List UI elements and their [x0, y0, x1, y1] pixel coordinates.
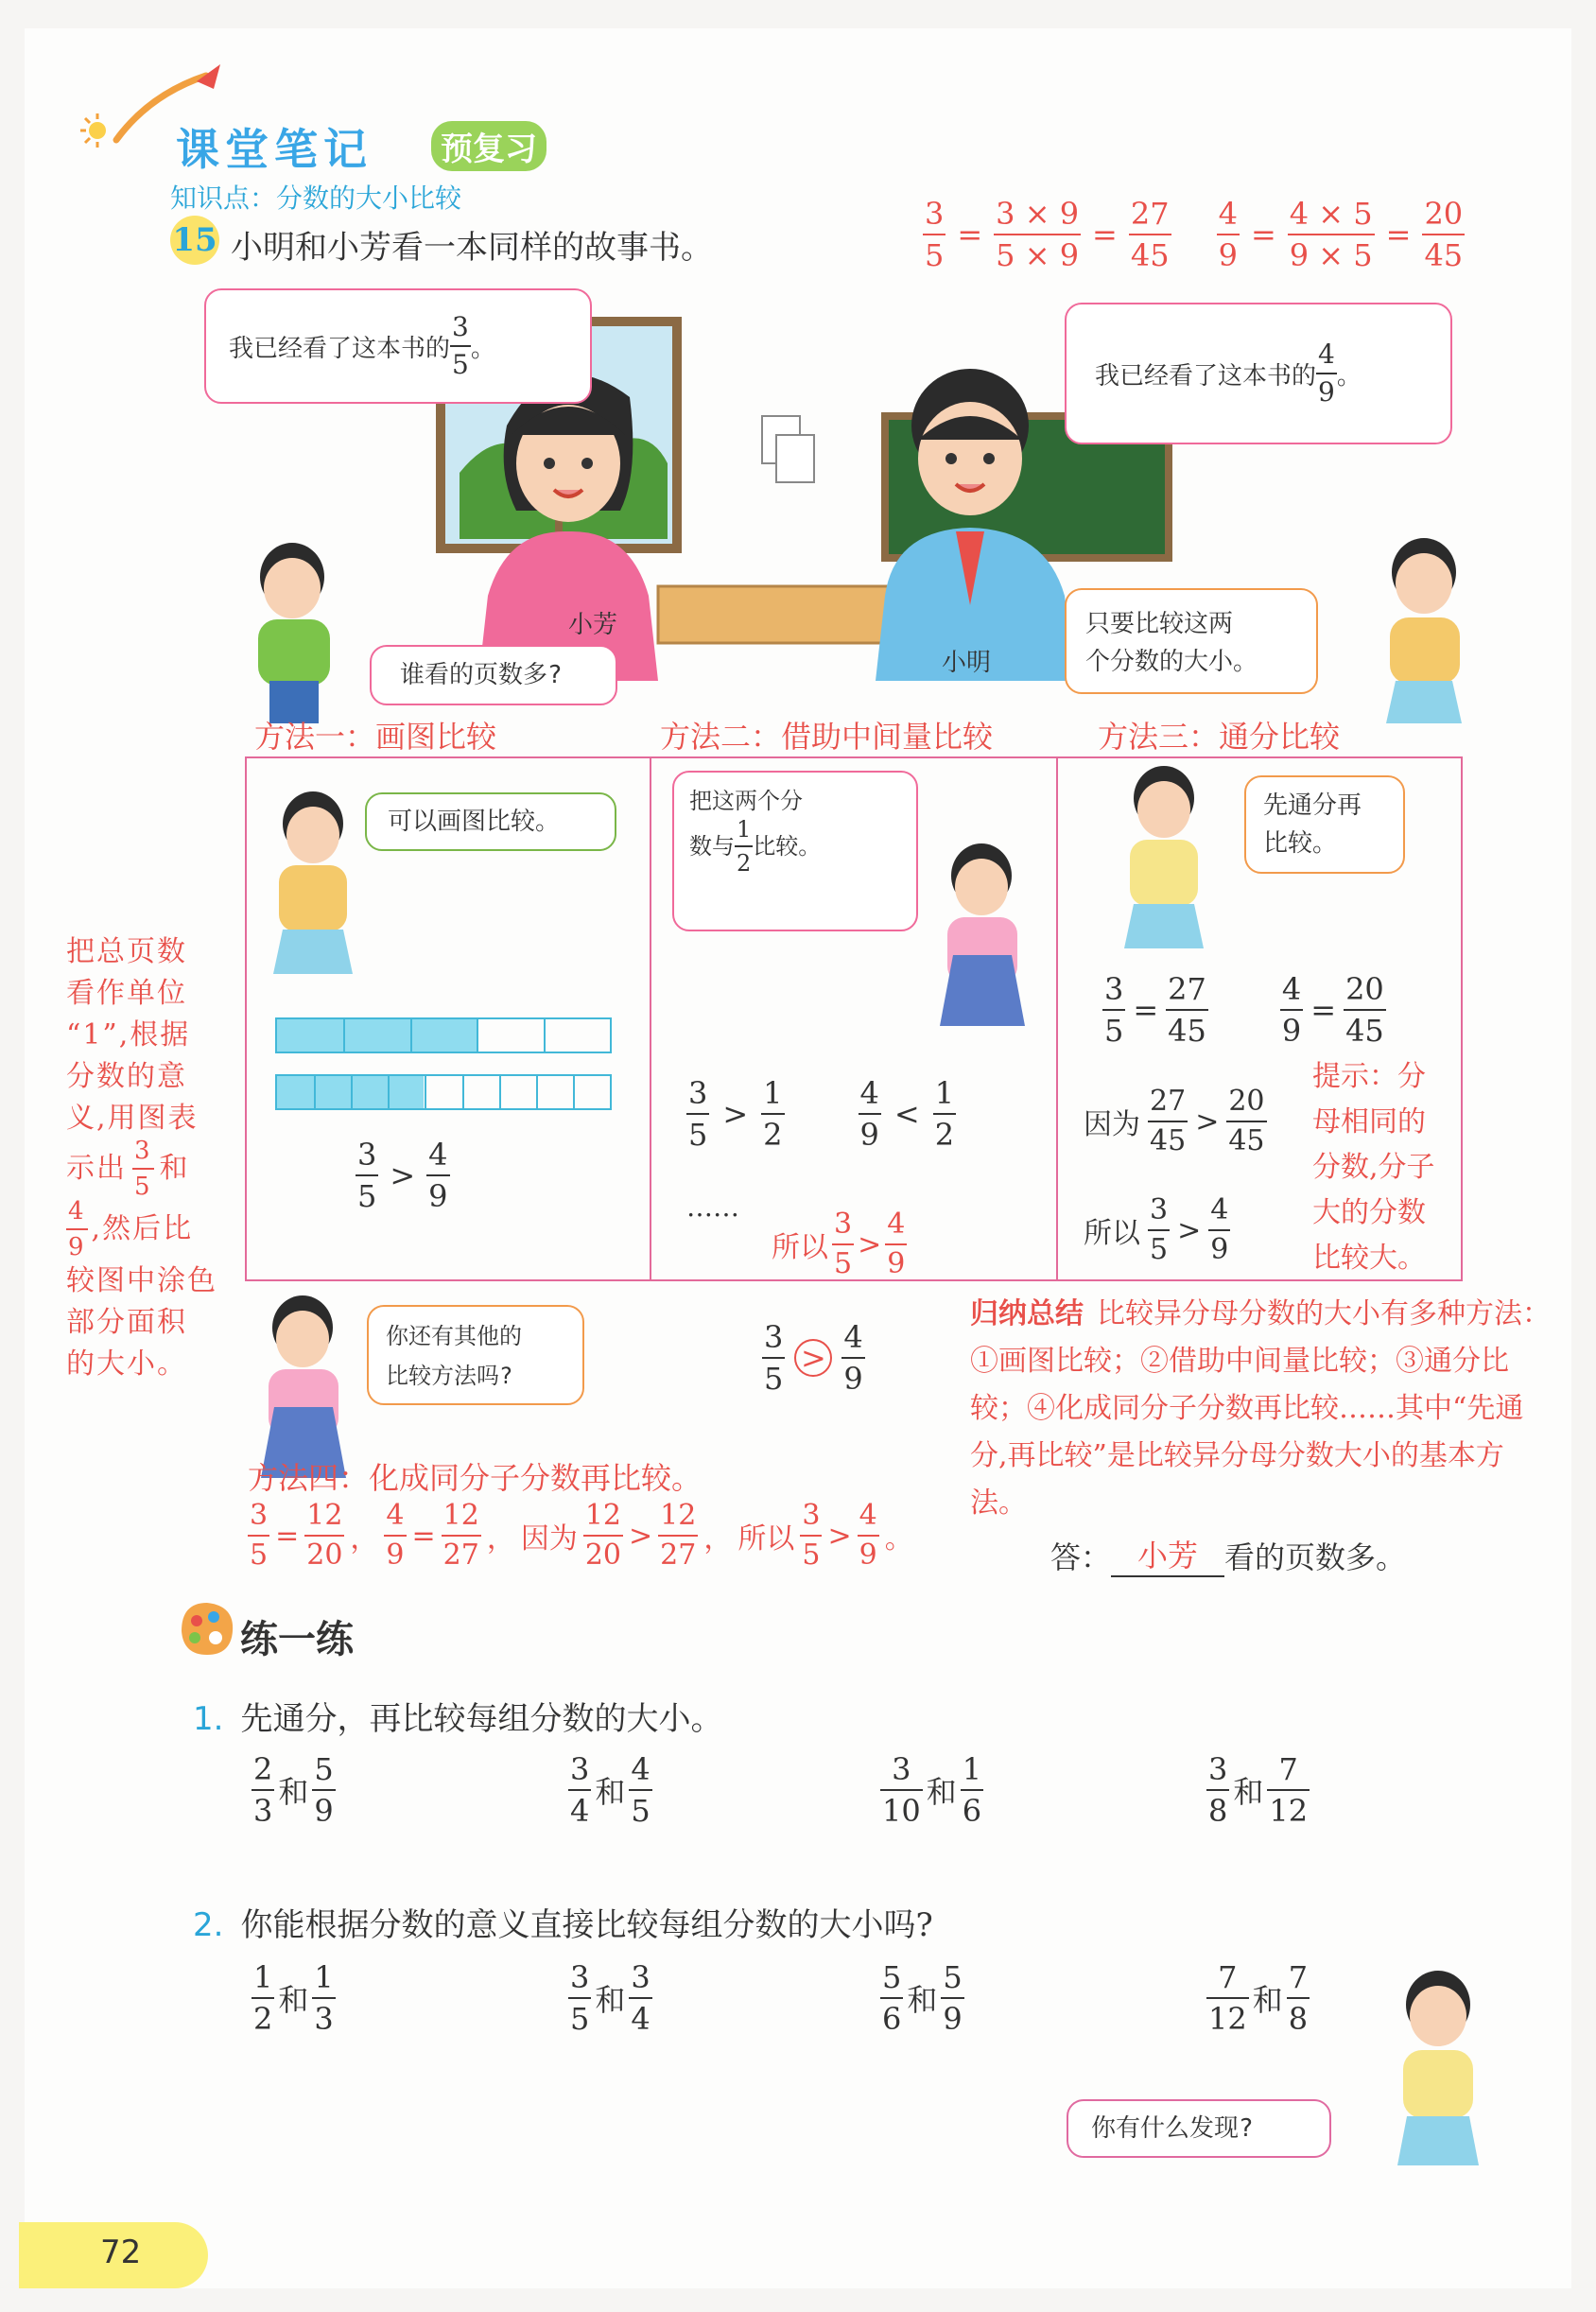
answer-blank[interactable]: 小芳	[1111, 1532, 1224, 1577]
label-xiaoming: 小明	[942, 649, 992, 677]
q2	[193, 1899, 933, 1945]
label-xiaofang: 小芳	[568, 611, 618, 639]
bubble-hint: 只要比较这两 个分数的大小。	[1065, 588, 1318, 694]
method3-tip: 提示：分 母相同的 分数,分子 大的分数 比较大。	[1312, 1060, 1435, 1275]
q1-pair-4: $\frac{3}{8}$ 和 $\frac{7}{12}$	[1208, 1751, 1309, 1829]
method2-compare: $\frac{3}{5}$ > $\frac{1}{2}$ $\frac{4}{9}$ < $\frac{1}{2}$	[688, 1075, 955, 1153]
q2-pair-3: $\frac{5}{6}$ 和 $\frac{5}{9}$	[882, 1959, 963, 2037]
bar-division-line	[343, 1019, 345, 1052]
q1-pair-3: $\frac{3}{10}$ 和 $\frac{1}{6}$	[882, 1751, 982, 1829]
method4-equations: $\frac{3}{5}$ = $\frac{12}{20}$ ， $\frac{4}{9}$ = $\frac{12}{27}$ ， 因为 $\frac{12}{20}$ > $\frac{12}{27}$ ， 所以 $\frac{3}{5}$ > $\frac{4}{9}$ 。	[250, 1499, 913, 1572]
method2-dots: ……	[686, 1191, 739, 1223]
q1	[193, 1693, 722, 1739]
bubble-other: 你还有其他的 比较方法吗?	[367, 1305, 584, 1405]
bubble-method1: 可以画图比较。	[365, 792, 616, 851]
section-title: 课堂笔记	[176, 124, 373, 175]
bar-division-line	[544, 1019, 546, 1052]
bubble-question: 谁看的页数多?	[370, 645, 617, 705]
q1-number: 1.	[193, 1700, 224, 1738]
bar-division-line	[536, 1076, 538, 1108]
q2-pair-4: $\frac{7}{12}$ 和 $\frac{7}{8}$	[1208, 1959, 1309, 2037]
practice-title: 练一练	[240, 1618, 354, 1661]
bubble-xiaofang: 我已经看了这本书的 $\frac{3}{5}$ 。	[204, 288, 592, 404]
answer-line: 答： 小芳 看的页数多。	[1050, 1532, 1406, 1577]
q2-pair-1: $\frac{1}{2}$ 和 $\frac{1}{3}$	[253, 1959, 334, 2037]
q2-pairs	[252, 1959, 1386, 2066]
bubble-xiaoming: 我已经看了这本书的 $\frac{4}{9}$ 。	[1065, 303, 1452, 444]
girl-hint-figure	[1367, 534, 1481, 733]
palette-icon	[176, 1598, 238, 1660]
knowledge-point	[170, 178, 461, 216]
boy-thinking-figure	[237, 539, 351, 728]
q2-text: 你能根据分数的意义直接比较每组分数的大小吗?	[240, 1906, 933, 1944]
bubble-method3: 先通分再 比较。	[1244, 775, 1405, 874]
page-number: 72	[100, 2234, 142, 2271]
summary	[970, 1291, 1556, 1527]
method3-title: 方法三：通分比较	[1098, 719, 1341, 755]
textbook-page	[25, 28, 1571, 2288]
review-badge: 预复习	[431, 121, 546, 171]
bar-division-line	[314, 1076, 316, 1108]
girl-method2-figure	[923, 842, 1041, 1031]
bar-model-top	[275, 1017, 612, 1053]
girl-method1-figure	[256, 790, 370, 979]
method3-because: 因为 $\frac{27}{45}$ > $\frac{20}{45}$	[1084, 1085, 1265, 1157]
method3-so: 所以 $\frac{3}{5}$ > $\frac{4}{9}$	[1084, 1193, 1229, 1266]
q1-text: 先通分，再比较每组分数的大小。	[240, 1700, 723, 1738]
method2-result: 所以 $\frac{3}{5}$ > $\frac{4}{9}$	[772, 1208, 906, 1280]
q1-pair-2: $\frac{3}{4}$ 和 $\frac{4}{5}$	[570, 1751, 651, 1829]
q1-pairs	[252, 1751, 1386, 1858]
q2-pair-2: $\frac{3}{5}$ 和 $\frac{3}{4}$	[570, 1959, 651, 2037]
bubble-method2: 把这两个分 数与 $\frac{1}{2}$ 比较。	[672, 771, 918, 931]
method3-equations: $\frac{3}{5}$ = $\frac{27}{45}$ $\frac{4}{9}$ = $\frac{20}{45}$	[1104, 971, 1384, 1049]
tongfen-note: $\frac{3}{5}$ = $\frac{3 \times 9}{5 \times 9}$ = $\frac{27}{45}$ $\frac{4}{9}$ = $\frac{4 \times 5}{9 \times 5}$ = $\frac{20}{45}$	[925, 196, 1464, 273]
method4-title: 方法四：化成同分子分数再比较。	[248, 1460, 703, 1496]
girl-practice-figure	[1377, 1967, 1500, 2170]
problem-statement: 小明和小芳看一本同样的故事书。	[231, 229, 713, 267]
q2-number: 2.	[193, 1906, 224, 1944]
summary-text: 比较异分母分数的大小有多种方法：①画图比较；②借助中间量比较；③通分比较；④化成同分子分数再比较……其中“先通分,再比较”是比较异分母分数大小的基本方法。	[970, 1297, 1551, 1520]
knowledge-topic: 分数的大小比较	[276, 183, 462, 214]
summary-label: 归纳总结	[970, 1297, 1084, 1330]
other-compare: $\frac{3}{5}$ > $\frac{4}{9}$	[764, 1319, 863, 1397]
bar-division-line	[388, 1076, 390, 1108]
bar-division-line	[462, 1076, 464, 1108]
side-note: 把总页数 看作单位 “1”,根据 分数的意 义,用图表 示出 $\frac{3}{5}$ 和 $\frac{4}{9}$ ,然后比 较图中涂色 部分面积 的大小。	[66, 935, 217, 1381]
method1-result: $\frac{3}{5}$ > $\frac{4}{9}$	[357, 1137, 448, 1214]
bar-division-line	[477, 1019, 478, 1052]
girl-method3-figure	[1107, 764, 1221, 953]
bar-division-line	[573, 1076, 575, 1108]
method1-title: 方法一：画图比较	[254, 719, 497, 755]
bar-division-line	[499, 1076, 501, 1108]
knowledge-label: 知识点：	[170, 183, 277, 214]
q1-pair-1: $\frac{2}{3}$ 和 $\frac{5}{9}$	[253, 1751, 334, 1829]
bar-division-line	[351, 1076, 353, 1108]
bar-division-line	[425, 1076, 426, 1108]
problem-number: 15	[170, 216, 219, 265]
method2-title: 方法二：借助中间量比较	[660, 719, 994, 755]
bar-division-line	[410, 1019, 412, 1052]
bubble-practice: 你有什么发现?	[1067, 2099, 1331, 2158]
bar-model-bottom	[275, 1074, 612, 1110]
